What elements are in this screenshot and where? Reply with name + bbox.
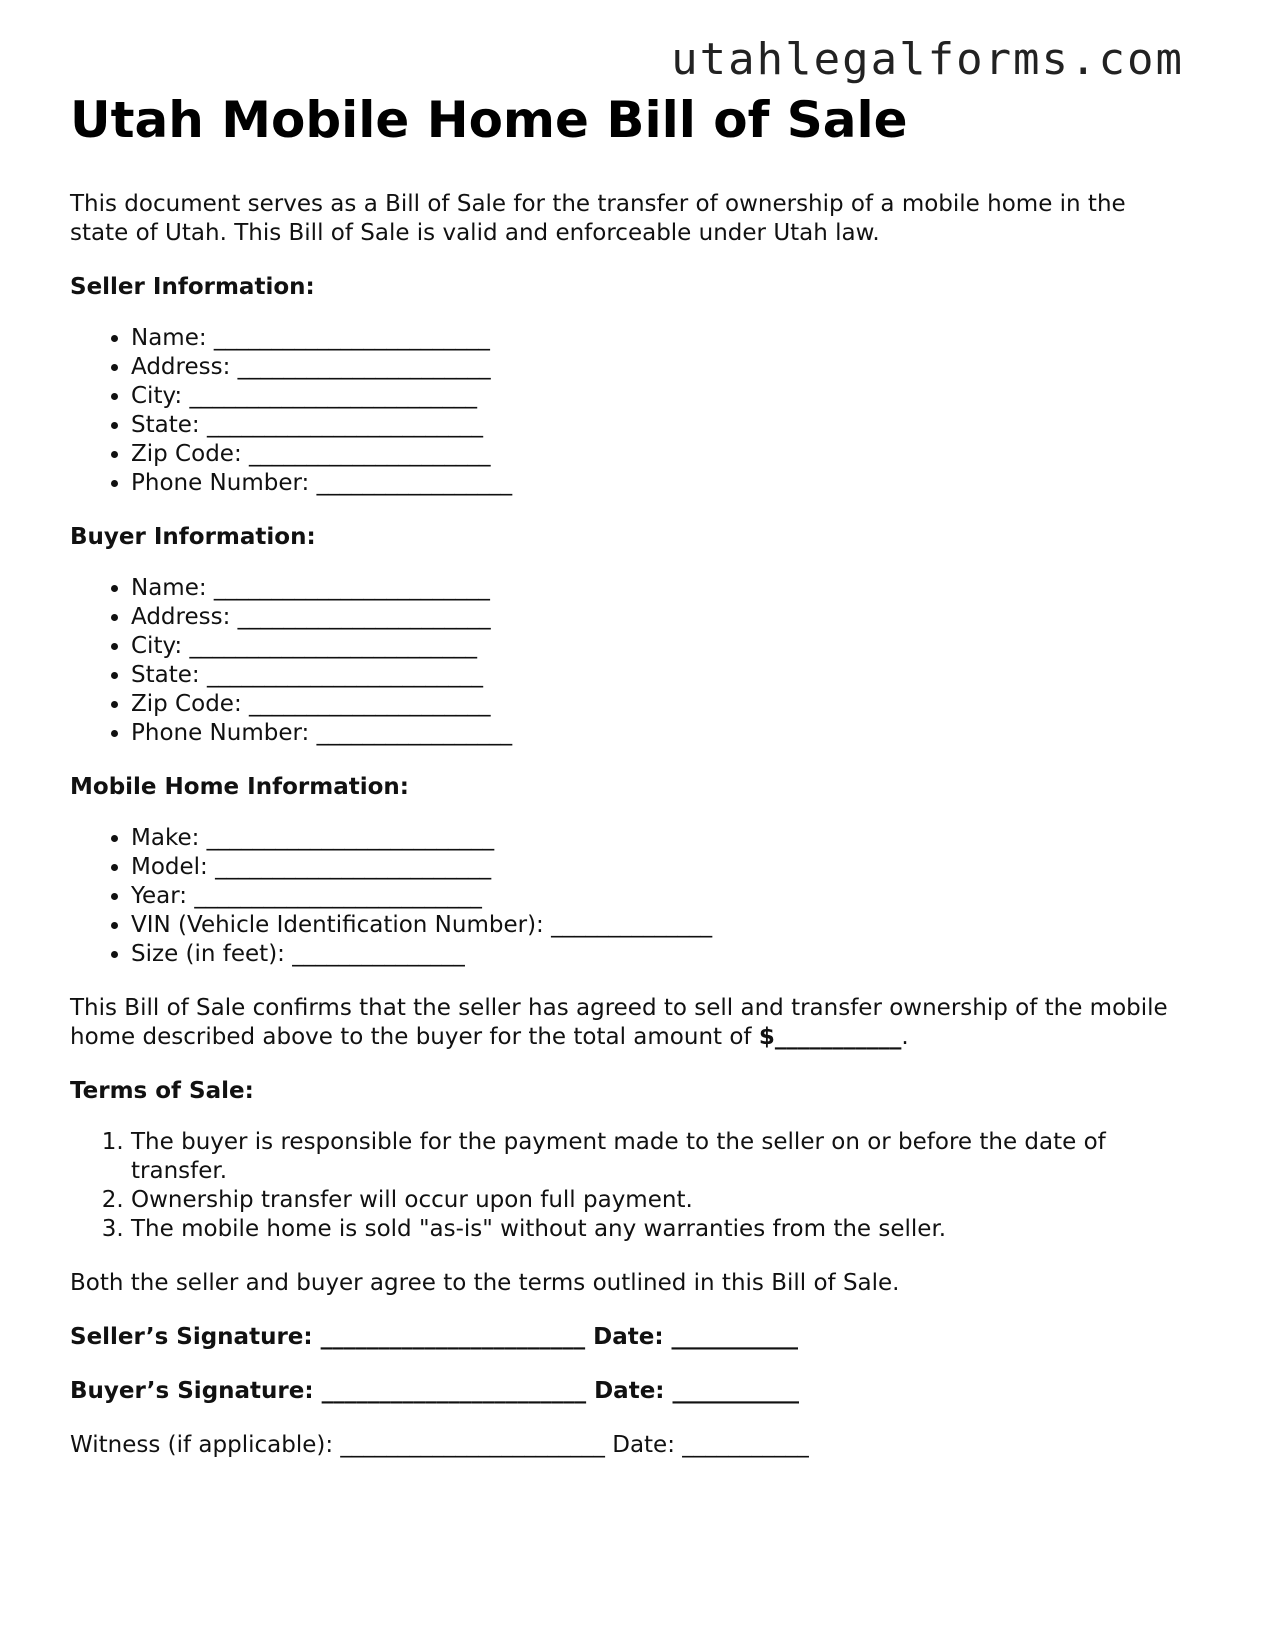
fill-blank[interactable]: ________________________ [213, 575, 490, 601]
fill-blank[interactable]: ______________ [551, 912, 713, 938]
mobile-home-fields-list [70, 824, 1190, 969]
model-field: • Model: ________________________ [131, 853, 1190, 882]
total-amount-blank[interactable]: $___________ [758, 1024, 902, 1050]
buyer-signature-blank[interactable]: _______________________ [321, 1378, 587, 1404]
seller-name-field: • Name: ________________________ [131, 324, 1190, 353]
buyer-phone-field: • Phone Number: _________________ [131, 719, 1190, 748]
seller-address-field: • Address: ______________________ [131, 353, 1190, 382]
buyer-name-field: • Name: ________________________ [131, 574, 1190, 603]
seller-zip-field: • Zip Code: _____________________ [131, 440, 1190, 469]
fill-blank[interactable]: ______________________ [237, 354, 491, 380]
terms-list [70, 1128, 1190, 1244]
fill-blank[interactable]: _________________ [316, 720, 513, 746]
buyer-fields-list [70, 574, 1190, 748]
fill-blank[interactable]: _____________________ [249, 441, 491, 467]
seller-signature-blank[interactable]: _______________________ [320, 1324, 586, 1350]
mobile-home-heading: Mobile Home Information: [70, 774, 409, 800]
buyer-city-field: • City: _________________________ [131, 632, 1190, 661]
seller-fields-list [70, 324, 1190, 498]
buyer-zip-field: • Zip Code: _____________________ [131, 690, 1190, 719]
agreement-paragraph: Both the seller and buyer agree to the terms outlined in this Bill of Sale. [70, 1270, 900, 1296]
buyer-address-field: • Address: ______________________ [131, 603, 1190, 632]
fill-blank[interactable]: _________________ [316, 470, 513, 496]
fill-blank[interactable]: ________________________ [206, 662, 483, 688]
buyer-state-field: • State: ________________________ [131, 661, 1190, 690]
seller-phone-field: • Phone Number: _________________ [131, 469, 1190, 498]
fill-blank[interactable]: ______________________ [237, 604, 491, 630]
seller-signature-line: Seller’s Signature: _______________________ Date: ___________ [70, 1324, 799, 1350]
intro-paragraph: This document serves as a Bill of Sale for the transfer of ownership of a mobile home in the state of Utah. This Bill of Sale is valid and enforceable under Utah law. [70, 191, 1126, 246]
vin-field: • VIN (Vehicle Identification Number): ______________ [131, 911, 1190, 940]
fill-blank[interactable]: _________________________ [189, 383, 477, 409]
fill-blank[interactable]: ________________________ [206, 412, 483, 438]
document-title: Utah Mobile Home Bill of Sale [70, 91, 908, 149]
year-field: • Year: _________________________ [131, 882, 1190, 911]
witness-signature-blank[interactable]: _______________________ [340, 1432, 605, 1458]
confirmation-paragraph: This Bill of Sale confirms that the seller has agreed to sell and transfer ownership of the mobile home described above to the buyer for the total amount of $___________. [70, 995, 1168, 1050]
term-item: 2. Ownership transfer will occur upon full payment. [131, 1186, 1190, 1215]
buyer-heading: Buyer Information: [70, 524, 316, 550]
make-field: • Make: _________________________ [131, 824, 1190, 853]
buyer-date-blank[interactable]: ___________ [672, 1378, 800, 1404]
seller-city-field: • City: _________________________ [131, 382, 1190, 411]
fill-blank[interactable]: _________________________ [189, 633, 477, 659]
fill-blank[interactable]: _________________________ [194, 883, 482, 909]
seller-state-field: • State: ________________________ [131, 411, 1190, 440]
size-field: • Size (in feet): _______________ [131, 940, 1190, 969]
fill-blank[interactable]: _____________________ [249, 691, 491, 717]
term-item: 3. The mobile home is sold "as-is" without any warranties from the seller. [131, 1215, 1190, 1244]
terms-heading: Terms of Sale: [70, 1078, 254, 1104]
seller-date-blank[interactable]: ___________ [671, 1324, 799, 1350]
fill-blank[interactable]: _______________ [292, 941, 465, 967]
buyer-signature-line: Buyer’s Signature: _______________________ Date: ___________ [70, 1378, 800, 1404]
fill-blank[interactable]: ________________________ [213, 325, 490, 351]
witness-date-blank[interactable]: ___________ [682, 1432, 809, 1458]
witness-signature-line: Witness (if applicable): _______________________ Date: ___________ [70, 1432, 809, 1458]
seller-heading: Seller Information: [70, 274, 315, 300]
watermark: utahlegalforms.com [671, 34, 1184, 85]
term-item: 1. The buyer is responsible for the payment made to the seller on or before the date of transfer. [131, 1128, 1190, 1186]
document-body [70, 88, 1190, 1460]
fill-blank[interactable]: ________________________ [215, 854, 492, 880]
fill-blank[interactable]: _________________________ [206, 825, 495, 851]
